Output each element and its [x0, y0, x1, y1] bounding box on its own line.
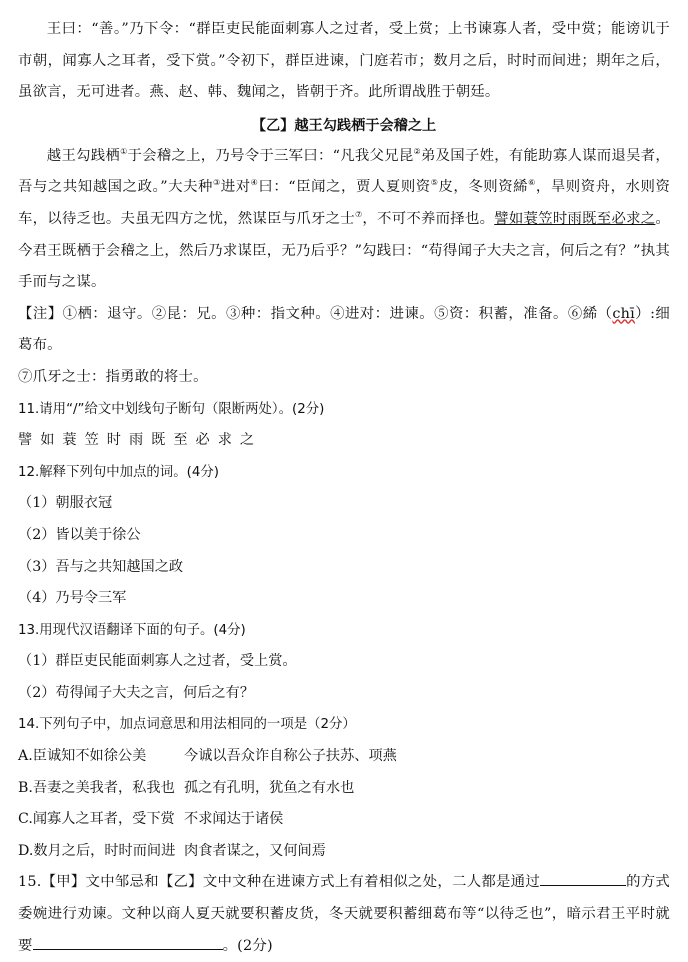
- text-segment: ，旱则资舟，水则资车，以待乏也。夫虽无四方之忧，然谋臣与爪牙之士: [18, 179, 671, 227]
- option-left: C.闻寡人之耳者，受下赏: [18, 811, 175, 828]
- question-12-item: （4）乃号令三军: [18, 590, 127, 607]
- notes-text: ）:细葛布。: [18, 305, 670, 354]
- option-left: B.吾妻之美我者，私我也: [18, 779, 175, 796]
- notes-text: 【注】①栖：退守。②昆：兄。③种：指文种。④进对：进谏。⑤资：积蓄，准备。⑥絺（: [18, 305, 613, 322]
- passage-yi-title: 【乙】越王勾践栖于会稽之上: [251, 117, 437, 134]
- footnote-marker: ⑦: [354, 210, 363, 220]
- text-segment: 弟及国子姓，有能助寡人谋而退吴者，吾与之共知越国之政。”大夫种: [18, 147, 670, 196]
- underlined-sentence: 譬如蓑笠时雨既至必求之: [494, 210, 656, 227]
- question-14: 14.下列句子中，加点词意思和用法相同的一项是（2分）: [18, 717, 356, 733]
- question-15: [0, 867, 688, 962]
- passage-jia-ending: 王曰：“善。”乃下令：“群臣吏民能面刺寡人之过者，受上赏；上书谏寡人者，受中赏；能谤讥于市朝，闻寡人之耳者，受下赏。”令初下，群臣进谏，门庭若市；数月之后，时时而间进；期年之后，虽欲言，无可进者。燕、赵、韩、魏闻之，皆朝于齐。此所谓战胜于朝廷。: [18, 21, 670, 101]
- question-11: 11.请用“/”给文中划线句子断句（限断两处）。(2分): [18, 401, 325, 417]
- footnote-marker: ⑥: [528, 178, 536, 188]
- question-13-item: （2）苟得闻子大夫之言，何后之有？: [18, 684, 255, 701]
- answer-blank[interactable]: [33, 939, 223, 950]
- question-11-sentence: 譬如蓑笠时雨既至必求之: [18, 432, 263, 449]
- footnote-marker: ①: [120, 146, 128, 156]
- question-13-item: （1）群臣吏民能面刺寡人之过者，受上赏。: [18, 653, 297, 670]
- question-14-option: [0, 804, 688, 836]
- option-left: D.数月之后，时时而间进: [18, 842, 176, 859]
- text-segment: 曰：“臣闻之，贾人夏则资: [258, 179, 431, 196]
- text-segment: 皮，冬则资絺: [438, 179, 529, 196]
- text-segment: 于会稽之上，乃号令于三军曰：“凡我父兄昆: [127, 147, 414, 164]
- annotation-notes: [0, 299, 688, 362]
- q15-text: 。(2分): [222, 937, 273, 954]
- passage-yi-body: [0, 141, 688, 299]
- footnote-marker: ⑤: [430, 178, 439, 188]
- footnote-marker: ②: [413, 146, 421, 156]
- question-12-item: （3）吾与之共知越国之政: [18, 558, 184, 575]
- text-segment: 越王勾践栖: [46, 147, 121, 164]
- question-14-option: [0, 773, 688, 805]
- question-13: 13.用现代汉语翻译下面的句子。(4分): [18, 622, 246, 638]
- option-right: 肉食者谋之，又何间焉: [184, 842, 326, 859]
- question-12-item: （2）皆以美于徐公: [18, 526, 141, 543]
- footnote-marker: ④: [250, 178, 259, 188]
- option-right: 不求闻达于诸侯: [184, 811, 284, 828]
- option-left: A.臣诚知不如徐公美: [18, 748, 147, 765]
- answer-blank[interactable]: [540, 875, 626, 886]
- option-right: 今诚以吾众诈自称公子扶苏、项燕: [184, 748, 397, 765]
- question-12-item: （1）朝服衣冠: [18, 495, 113, 512]
- text-segment: 进对: [220, 179, 251, 196]
- q15-text: 15.【甲】文中邹忌和【乙】文中文种在进谏方式上有着相似之处，二人都是通过: [18, 874, 541, 891]
- annotation-notes-cont: ⑦爪牙之士：指勇敢的将士。: [18, 368, 208, 385]
- notes-pinyin: chī: [612, 305, 635, 322]
- option-right: 孤之有孔明，犹鱼之有水也: [184, 779, 355, 796]
- text-segment: ，不可不养而择也。: [362, 210, 495, 227]
- text-segment: 。今君王既栖于会稽之上，然后乃求谋臣，无乃后乎？”勾践曰：“苟得闻子大夫之言，何后之有？”执其手而与之谋。: [18, 210, 670, 291]
- q15-text: 的方式委婉进行劝谏。文种以商人夏天就要积蓄皮货，冬天就要积蓄细葛布等“以待乏也”，暗示君王平时就要: [18, 874, 670, 954]
- question-12: 12.解释下列句中加点的词。(4分): [18, 464, 219, 480]
- question-14-option: [0, 741, 688, 773]
- footnote-marker: ③: [213, 178, 221, 188]
- question-14-option: [0, 836, 688, 868]
